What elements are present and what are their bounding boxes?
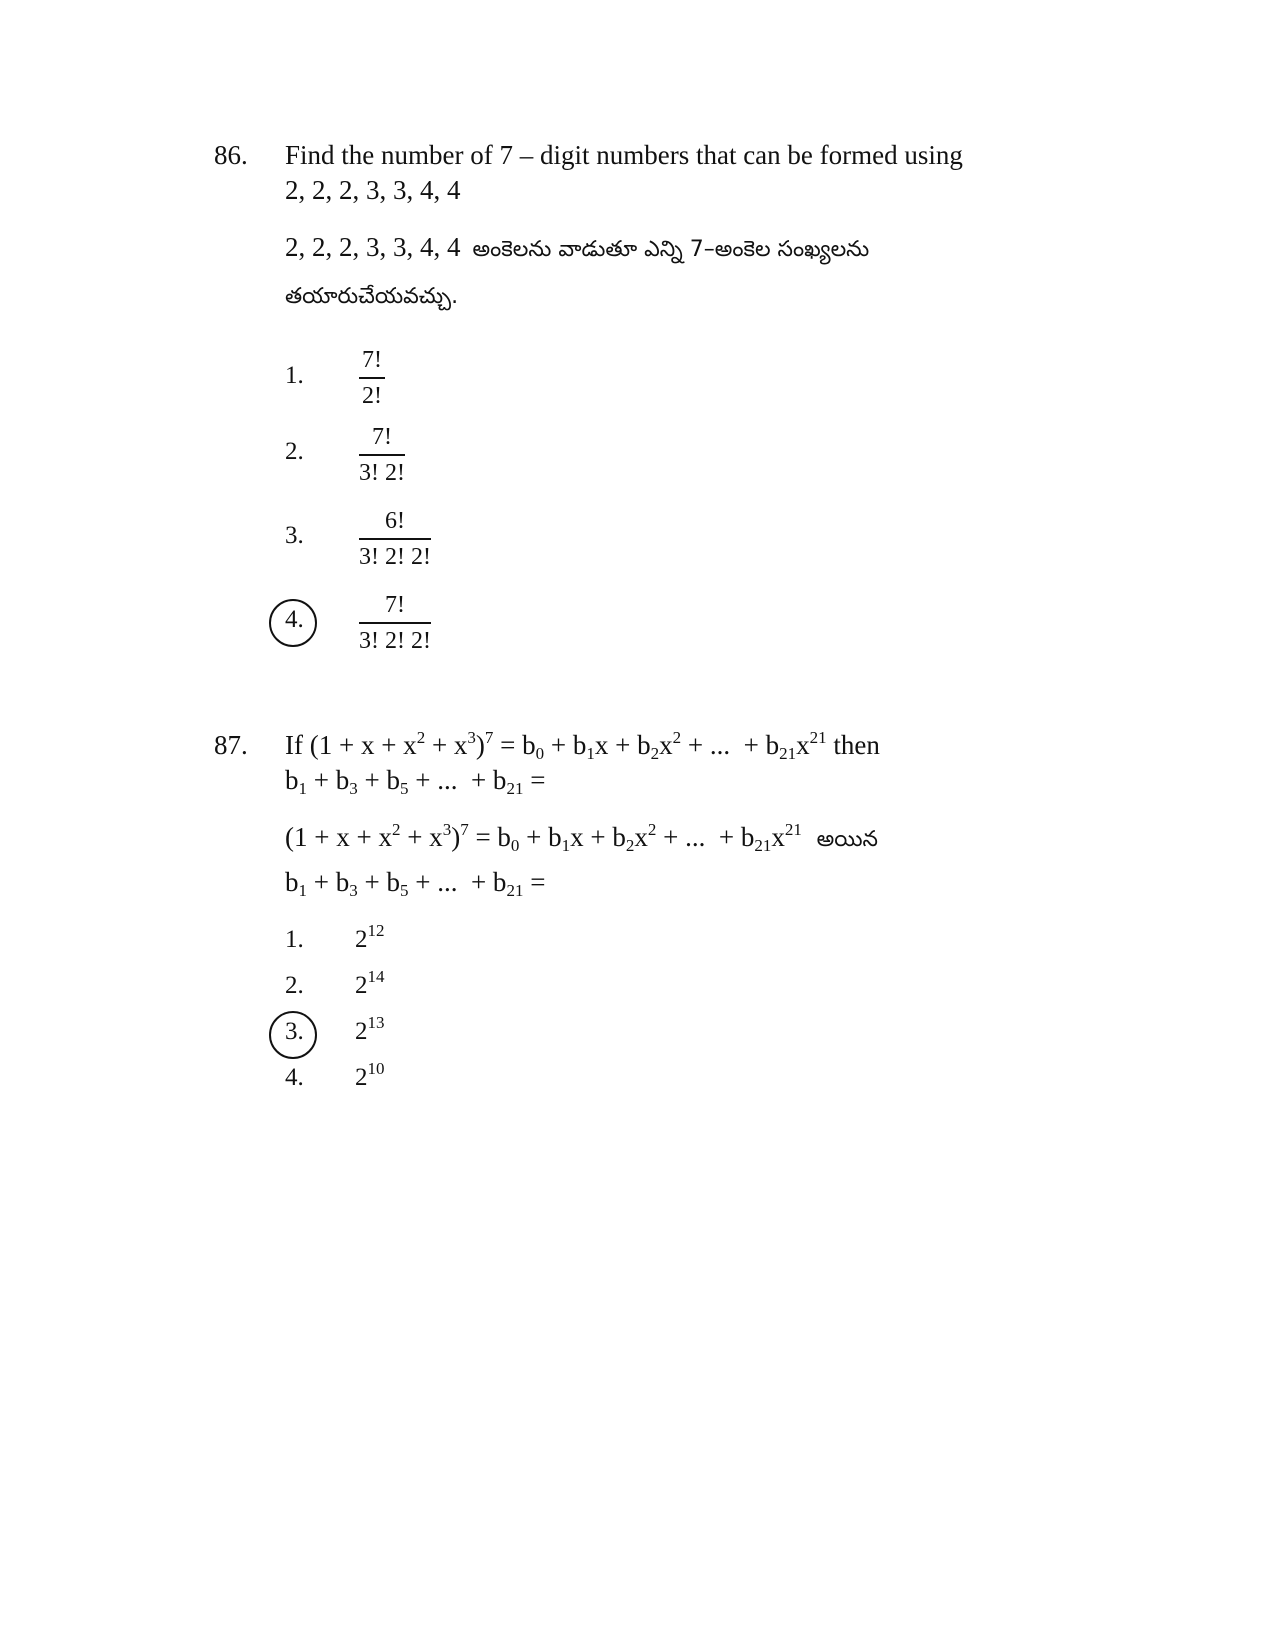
fraction-bar bbox=[359, 377, 385, 379]
question-number: 86. bbox=[214, 140, 248, 170]
question-text-telugu: $(1 + x + x^2 + x^3)^7 = b_0 + b_1x + b_2x^2$ + ... + $b_{21}x^{21}$ అయిన bbox=[285, 820, 878, 855]
question-text-english: If $(1 + x + x^2 + x^3)^7 = b_0 + b_1x + b_2x^2$ + ... + $b_{21}x^{21}$ then bbox=[285, 728, 880, 763]
option-label: 2. bbox=[285, 438, 304, 465]
fraction-bar bbox=[359, 454, 405, 456]
option-fraction: 7! 2! bbox=[359, 345, 385, 411]
fraction-bar bbox=[359, 538, 431, 540]
question-sum-expression: $b_1 + b_3 + b_5$ + ... + $b_{21}$ = bbox=[285, 765, 546, 798]
telugu-text: అయిన bbox=[816, 827, 878, 852]
option-fraction: 7! 3! 2! 2! bbox=[359, 592, 431, 654]
option-label: 3. bbox=[285, 522, 304, 549]
telugu-text: అంకెలను వాడుతూ ఎన్ని 7–అంకెల సంఖ్యలను bbox=[472, 237, 870, 262]
option-value: $2^{13}$ bbox=[355, 1013, 385, 1045]
digits-list: 2, 2, 2, 3, 3, 4, 4 bbox=[285, 232, 461, 262]
question-text-english: Find the number of 7 – digit numbers that can be formed using bbox=[285, 140, 963, 170]
option-label: 2. bbox=[285, 972, 304, 999]
question-text-telugu bbox=[285, 232, 869, 267]
option-value: $2^{14}$ bbox=[355, 967, 385, 999]
telugu-text-line2: తయారుచేయవచ్చు. bbox=[285, 284, 459, 309]
question-sum-expression-telugu: $b_1 + b_3 + b_5$ + ... + $b_{21}$ = bbox=[285, 867, 546, 900]
option-label: 4. bbox=[285, 1064, 304, 1091]
question-number: 87. bbox=[214, 730, 248, 760]
option-value: $2^{12}$ bbox=[355, 921, 385, 953]
option-fraction: 6! 3! 2! 2! bbox=[359, 508, 431, 570]
option-label-correct: 3. bbox=[285, 1018, 304, 1045]
question-text-english-digits: 2, 2, 2, 3, 3, 4, 4 bbox=[285, 175, 461, 205]
option-fraction: 7! 3! 2! bbox=[359, 424, 405, 486]
option-label: 1. bbox=[285, 926, 304, 953]
fraction-bar bbox=[359, 622, 431, 624]
option-label-correct: 4. bbox=[285, 606, 304, 633]
option-label: 1. bbox=[285, 362, 304, 389]
option-value: $2^{10}$ bbox=[355, 1059, 385, 1091]
